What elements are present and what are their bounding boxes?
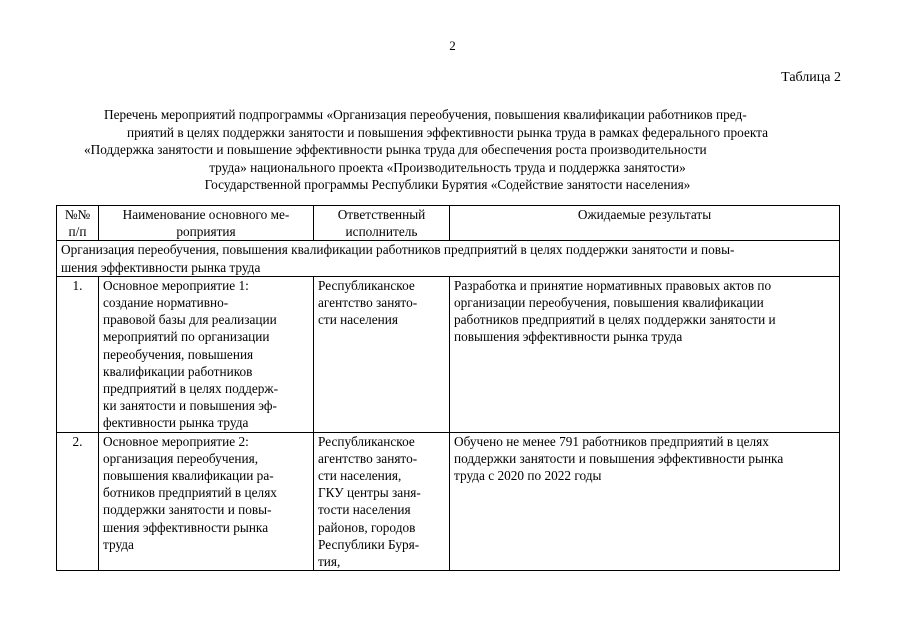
section-row bbox=[57, 241, 840, 276]
title-line: Государственной программы Республики Бурятия «Содействие занятости населения» bbox=[204, 177, 691, 193]
row-number: 2. bbox=[57, 432, 99, 571]
measures-table bbox=[56, 205, 840, 571]
measure-name: Основное мероприятие 1: создание нормативно- правовой базы для реализации мероприятий по организации переобучения, повышения квалификации работников предприятий в целях поддерж- ки занятости и повышения эф- фективности рынка труда bbox=[99, 276, 314, 432]
document-title bbox=[56, 106, 839, 194]
section-title: Организация переобучения, повышения квалификации работников предприятий в целях поддержки занятости и повы- шения эффективности рынка труда bbox=[57, 241, 840, 276]
header-measure-name: Наименование основного ме- роприятия bbox=[99, 206, 314, 241]
title-line: «Поддержка занятости и повышение эффективности рынка труда для обеспечения роста производительности bbox=[84, 142, 707, 158]
table-label: Таблица 2 bbox=[781, 70, 841, 85]
title-line: приятий в целях поддержки занятости и повышения эффективности рынка труда в рамках федерального проекта bbox=[126, 124, 769, 140]
title-line: Перечень мероприятий подпрограммы «Организация переобучения, повышения квалификации работников пред- bbox=[104, 107, 747, 122]
executor: Республиканское агентство занято- сти населения, ГКУ центры заня- тости населения районов, городов Республики Буря- тия, bbox=[314, 432, 450, 571]
expected-result: Обучено не менее 791 работников предприятий в целях поддержки занятости и повышения эффективности рынка труда с 2020 по 2022 годы bbox=[450, 432, 840, 571]
executor: Республиканское агентство занято- сти населения bbox=[314, 276, 450, 432]
table-row bbox=[57, 276, 840, 432]
header-number: №№ п/п bbox=[57, 206, 99, 241]
page-number: 2 bbox=[449, 38, 456, 53]
table-row bbox=[57, 432, 840, 571]
header-executor: Ответственный исполнитель bbox=[314, 206, 450, 241]
measure-name: Основное мероприятие 2: организация переобучения, повышения квалификации ра- ботников предприятий в целях поддержки занятости и повы- шения эффективности рынка труда bbox=[99, 432, 314, 571]
title-line: труда» национального проекта «Производительность труда и поддержка занятости» bbox=[209, 159, 686, 175]
expected-result: Разработка и принятие нормативных правовых актов по организации переобучения, повышения квалификации работников предприятий в целях поддержки занятости и повышения эффективности рынка труда bbox=[450, 276, 840, 432]
row-number: 1. bbox=[57, 276, 99, 432]
table-header-row bbox=[57, 206, 840, 241]
header-expected-results: Ожидаемые результаты bbox=[450, 206, 840, 241]
